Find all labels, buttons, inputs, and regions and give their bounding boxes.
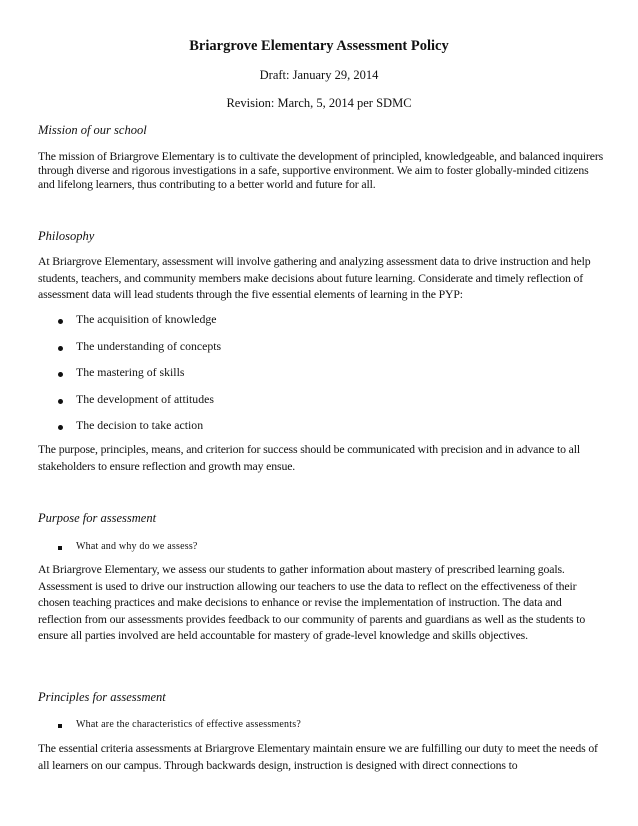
principles-heading: Principles for assessment — [38, 690, 166, 704]
philosophy-intro: At Briargrove Elementary, assessment will involve gathering and analyzing assessment data to drive instruction and help students, teachers, and community members make decisions about future learning. Considerate and timely reflection of assessment data will lead students through the five essential elements of learning in the PYP: — [38, 254, 591, 301]
document-page: Briargrove Elementary Assessment Policy Draft: January 29, 2014 Revision: March, 5, 2014 per SDMC Mission of our school The mission of Briargrove Elementary is to cultivate the development of principled, knowledgeable, and balanced inquirers through diverse and rigorous investigations in a safe, supportive environment. We aim to foster globally-minded citizens and lifelong learners, thus contributing to a better world and future for all. Philosophy At Briargrove Elementary, assessment will involve gathering and analyzing assessment data to drive instruction and help students, teachers, and community members make decisions about future learning. Considerate and timely reflection of assessment data will lead students through the five essential elements of learning in the PYP: The acquisition of knowledge The understanding of concepts The mastering of skills The development of attitudes The decision to take action The purpose, principles, means, and criterion for success should be communicated with precision and in advance to all stakeholders to ensure reflection and growth may ensue. Purpose for assessment What and why do we assess? At Briargrove Elementary, we assess our students to gather information about mastery of prescribed learning goals. Assessment is used to drive our instruction allowing our teachers to use the data to reflect on the effectiveness of their chosen teaching practices and make decisions to enhance or revise the implementation of instruction. The data and reflection from our assessments provides feedback to our community of parents and guardians as well as the students to ensure all parties involved are held accountable for mastery of grade-level knowledge and skills objectives. Principles for assessment What are the characteristics of effective assessments? The essential criteria assessments at Briargrove Elementary maintain ensure we are fulfilling our duty to meet the needs of all learners on our campus. Through backwards design, instruction is designed with direct connections to — [0, 0, 638, 826]
philosophy-heading: Philosophy — [38, 229, 95, 243]
purpose-text: At Briargrove Elementary, we assess our students to gather information about mastery of prescribed learning goals. Assessment is used to drive our instruction allowing our teachers to use the data to reflect on the effectiveness of their chosen teaching practices and make decisions to enhance or revise the implementation of instruction. The data and reflection from our assessments provides feedback to our community of parents and guardians as well as the students to ensure all parties involved are held accountable for mastery of grade-level knowledge and skills objectives. — [38, 562, 586, 642]
bullet-icon — [58, 399, 63, 404]
mission-text: The mission of Briargrove Elementary is to cultivate the development of principled, knowledgeable, and balanced inquirers through diverse and rigorous investigations in a safe, supportive environment. We aim to foster globally-minded citizens and lifelong learners, thus contributing to a better world and future for all. — [38, 149, 604, 191]
bullet-icon — [58, 372, 63, 377]
square-bullet-icon — [58, 546, 62, 550]
revision-date: Revision: March, 5, 2014 per SDMC — [226, 96, 412, 110]
philosophy-closing: The purpose, principles, means, and criterion for success should be communicated with precision and in advance to all stakeholders to ensure reflection and growth may ensue. — [38, 442, 580, 473]
principles-text: The essential criteria assessments at Briargrove Elementary maintain ensure we are fulfilling our duty to meet the needs of all learners on our campus. Through backwards design, instruction is designed with direct connections to — [38, 741, 598, 772]
bullet-icon — [58, 346, 63, 351]
purpose-heading: Purpose for assessment — [38, 511, 157, 525]
square-bullet-icon — [58, 724, 62, 728]
mission-heading: Mission of our school — [38, 123, 147, 137]
bullet-icon — [58, 425, 63, 430]
bullet-icon — [58, 319, 63, 324]
document-title: Briargrove Elementary Assessment Policy — [189, 38, 449, 54]
draft-date: Draft: January 29, 2014 — [259, 68, 379, 82]
